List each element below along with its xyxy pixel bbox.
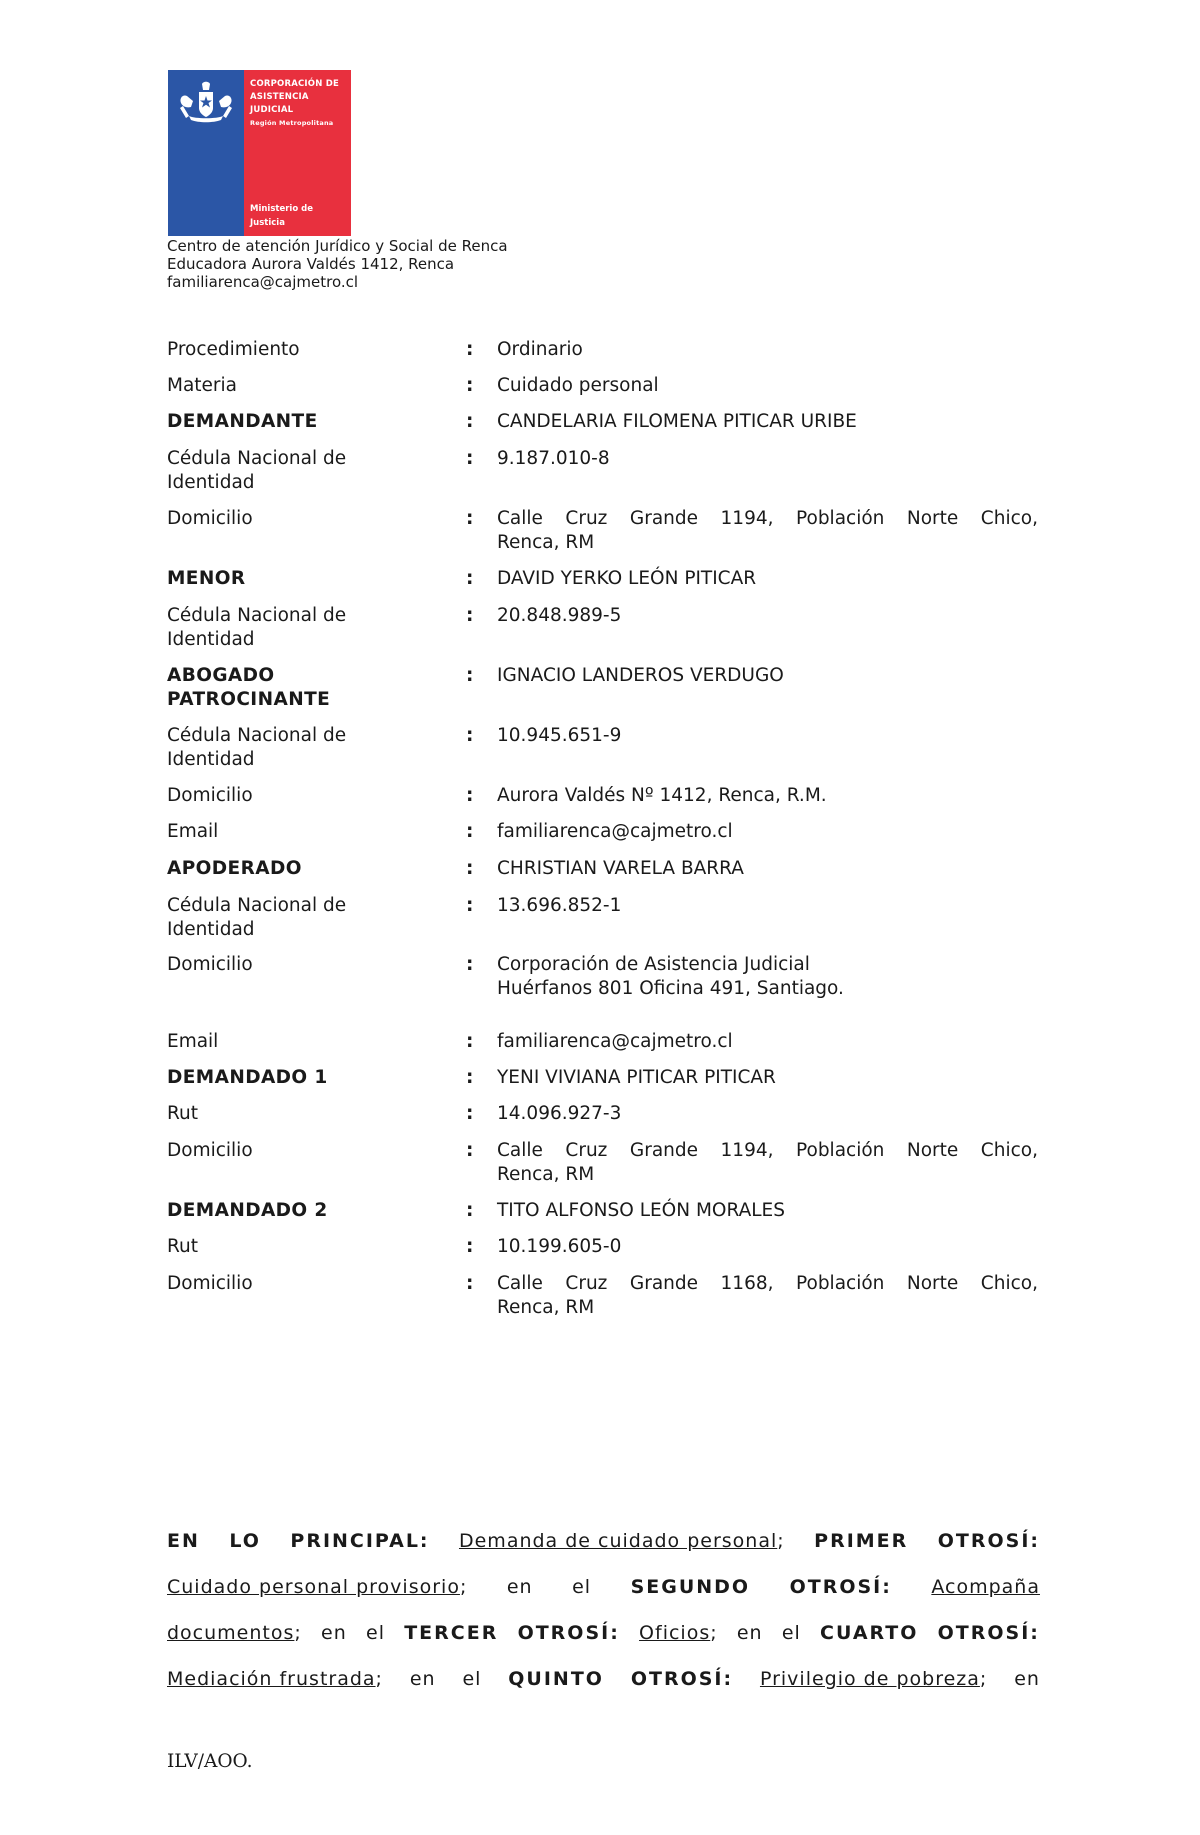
field-value-word: Grande bbox=[629, 1273, 699, 1294]
field-label bbox=[167, 338, 477, 362]
office-name: Centro de atención Jurídico y Social de Renca bbox=[167, 237, 508, 255]
field-label bbox=[167, 1272, 477, 1296]
field-value bbox=[497, 784, 1038, 808]
field-value-word: Calle bbox=[497, 1140, 543, 1161]
field-value bbox=[497, 1139, 1038, 1187]
field-label-line: Identidad bbox=[167, 749, 255, 770]
field-separator: : bbox=[466, 858, 474, 879]
field-value-line: YENI VIVIANA PITICAR PITICAR bbox=[497, 1067, 776, 1088]
summary-token-group bbox=[639, 1610, 718, 1656]
summary-text: el bbox=[366, 1622, 385, 1644]
field-value bbox=[497, 724, 1038, 748]
field-value bbox=[497, 953, 1038, 1001]
summary-heading: OTROSÍ: bbox=[937, 1530, 1040, 1552]
office-email: familiarenca@cajmetro.cl bbox=[167, 273, 359, 291]
field-value bbox=[497, 410, 1038, 434]
summary-token-group bbox=[631, 1564, 751, 1610]
summary-token-group bbox=[507, 1564, 533, 1610]
field-value-word: Grande bbox=[629, 1140, 699, 1161]
field-label-line: ABOGADO bbox=[167, 665, 275, 686]
summary-token-group bbox=[518, 1610, 620, 1656]
field-label-line: Domicilio bbox=[167, 954, 253, 975]
field-label bbox=[167, 1235, 477, 1259]
field-value-line: CHRISTIAN VARELA BARRA bbox=[497, 858, 744, 879]
summary-heading: PRINCIPAL: bbox=[290, 1530, 430, 1552]
summary-heading: QUINTO bbox=[508, 1668, 604, 1690]
field-value bbox=[497, 567, 1038, 591]
logo-organization-name bbox=[250, 78, 339, 130]
field-label-line: DEMANDANTE bbox=[167, 411, 318, 432]
field-value bbox=[497, 1102, 1038, 1126]
field-value-line: CANDELARIA FILOMENA PITICAR URIBE bbox=[497, 411, 857, 432]
summary-heading: EN bbox=[167, 1530, 200, 1552]
field-value-line: 13.696.852-1 bbox=[497, 895, 622, 916]
field-value bbox=[497, 857, 1038, 881]
logo-ministry-line: Justicia bbox=[250, 218, 285, 228]
summary-line bbox=[167, 1610, 1040, 1656]
field-label-line: APODERADO bbox=[167, 858, 302, 879]
field-value-word: Cruz bbox=[565, 1273, 608, 1294]
field-value-word: 1194, bbox=[720, 1140, 774, 1161]
field-label bbox=[167, 567, 477, 591]
summary-item-title: Cuidado personal provisorio bbox=[167, 1576, 460, 1598]
field-label-line: Email bbox=[167, 1031, 219, 1052]
field-label-line: Materia bbox=[167, 375, 238, 396]
summary-token-group bbox=[321, 1610, 347, 1656]
field-separator: : bbox=[466, 1140, 474, 1161]
summary-heading: OTROSÍ: bbox=[789, 1576, 892, 1598]
field-label bbox=[167, 1139, 477, 1163]
summary-text: ; bbox=[777, 1530, 785, 1552]
field-value-line: 10.945.651-9 bbox=[497, 725, 622, 746]
field-value-line: 10.199.605-0 bbox=[497, 1236, 622, 1257]
field-value-line: familiarenca@cajmetro.cl bbox=[497, 821, 733, 842]
field-value-word: Población bbox=[796, 1273, 885, 1294]
field-label-line: DEMANDADO 2 bbox=[167, 1200, 328, 1221]
summary-token-group bbox=[790, 1564, 892, 1610]
field-value-line: 20.848.989-5 bbox=[497, 605, 622, 626]
field-value-word: Norte bbox=[906, 1140, 959, 1161]
field-value-word: 1168, bbox=[720, 1273, 774, 1294]
field-label bbox=[167, 1066, 477, 1090]
field-value bbox=[497, 1066, 1038, 1090]
field-value-word: Norte bbox=[906, 1273, 959, 1294]
summary-token-group bbox=[167, 1610, 302, 1656]
field-separator: : bbox=[466, 568, 474, 589]
field-value bbox=[497, 1235, 1038, 1259]
field-label bbox=[167, 604, 477, 652]
summary-token-group bbox=[1014, 1656, 1040, 1702]
field-label bbox=[167, 507, 477, 531]
field-label-line: DEMANDADO 1 bbox=[167, 1067, 328, 1088]
logo-red-panel bbox=[244, 70, 351, 236]
field-label-line: Rut bbox=[167, 1236, 199, 1257]
field-separator: : bbox=[466, 508, 474, 529]
field-label bbox=[167, 664, 477, 712]
field-label bbox=[167, 724, 477, 772]
field-value-line: 14.096.927-3 bbox=[497, 1103, 622, 1124]
logo-region: Región Metropolitana bbox=[250, 119, 334, 127]
field-separator: : bbox=[466, 605, 474, 626]
field-label bbox=[167, 857, 477, 881]
summary-token-group bbox=[820, 1610, 918, 1656]
summary-text: ; bbox=[375, 1668, 383, 1690]
field-separator: : bbox=[466, 1236, 474, 1257]
field-label-line: Domicilio bbox=[167, 1273, 253, 1294]
summary-token-group bbox=[760, 1656, 987, 1702]
field-label-line: Identidad bbox=[167, 919, 255, 940]
author-initials: ILV/AOO. bbox=[167, 1751, 253, 1772]
field-value bbox=[497, 1199, 1038, 1223]
field-value-line: Cuidado personal bbox=[497, 375, 659, 396]
field-value-word: Población bbox=[796, 1140, 885, 1161]
summary-token-group bbox=[404, 1610, 498, 1656]
field-label-line: Domicilio bbox=[167, 785, 253, 806]
summary-token-group bbox=[366, 1610, 385, 1656]
field-value-justified-line bbox=[497, 1139, 1038, 1163]
field-value bbox=[497, 604, 1038, 628]
summary-heading: OTROSÍ: bbox=[630, 1668, 734, 1690]
field-value-word: Chico, bbox=[980, 1273, 1038, 1294]
field-separator: : bbox=[466, 1200, 474, 1221]
summary-text: el bbox=[462, 1668, 482, 1690]
field-value-word: Chico, bbox=[980, 508, 1038, 529]
office-address: Educadora Aurora Valdés 1412, Renca bbox=[167, 255, 455, 273]
summary-heading: CUARTO bbox=[820, 1622, 919, 1644]
logo-org-line: CORPORACIÓN DE bbox=[250, 79, 339, 89]
summary-token-group bbox=[931, 1564, 1040, 1610]
field-value-line: Ordinario bbox=[497, 339, 583, 360]
summary-text: el bbox=[572, 1576, 592, 1598]
logo-org-line: ASISTENCIA bbox=[250, 92, 309, 102]
field-value-line: TITO ALFONSO LEÓN MORALES bbox=[497, 1200, 785, 1221]
summary-token-group bbox=[737, 1610, 763, 1656]
field-value-word: Grande bbox=[629, 508, 699, 529]
summary-token-group bbox=[167, 1518, 200, 1564]
field-value-word: Calle bbox=[497, 1273, 543, 1294]
summary-token-group bbox=[631, 1656, 733, 1702]
summary-line bbox=[167, 1564, 1040, 1610]
field-value-line: Corporación de Asistencia Judicial bbox=[497, 954, 810, 975]
field-label-line: MENOR bbox=[167, 568, 246, 589]
field-value bbox=[497, 1030, 1038, 1054]
summary-heading: PRIMER bbox=[814, 1530, 909, 1552]
summary-token-group bbox=[410, 1656, 436, 1702]
summary-item-title: Mediación frustrada bbox=[167, 1668, 376, 1690]
field-separator: : bbox=[466, 954, 474, 975]
field-label bbox=[167, 784, 477, 808]
field-label-line: PATROCINANTE bbox=[167, 689, 331, 710]
field-value-justified-line bbox=[497, 507, 1038, 531]
summary-item-title: Acompaña bbox=[931, 1576, 1040, 1598]
logo-blue-panel bbox=[168, 70, 244, 236]
institution-logo bbox=[168, 70, 351, 236]
summary-token-group bbox=[938, 1610, 1040, 1656]
summary-text: el bbox=[781, 1622, 801, 1644]
field-value bbox=[497, 1272, 1038, 1320]
field-separator: : bbox=[466, 1031, 474, 1052]
summary-token-group bbox=[290, 1518, 429, 1564]
summary-token-group bbox=[938, 1518, 1040, 1564]
summary-text: ; bbox=[979, 1668, 988, 1690]
summary-token-group bbox=[462, 1656, 481, 1702]
field-separator: : bbox=[466, 665, 474, 686]
field-value bbox=[497, 664, 1038, 688]
field-value-word: Calle bbox=[497, 508, 543, 529]
field-value bbox=[497, 820, 1038, 844]
field-label-line: Domicilio bbox=[167, 1140, 253, 1161]
summary-heading: OTROSÍ: bbox=[517, 1622, 620, 1644]
summary-token-group bbox=[814, 1518, 908, 1564]
field-separator: : bbox=[466, 895, 474, 916]
field-label-line: Email bbox=[167, 821, 219, 842]
field-label-line: Cédula Nacional de bbox=[167, 605, 347, 626]
field-separator: : bbox=[466, 339, 474, 360]
field-separator: : bbox=[466, 448, 474, 469]
summary-text: ; bbox=[294, 1622, 302, 1644]
field-label-line: Domicilio bbox=[167, 508, 253, 529]
field-label bbox=[167, 953, 477, 977]
summary-text: en bbox=[506, 1576, 533, 1598]
summary-text: en bbox=[736, 1622, 763, 1644]
field-value-line: Huérfanos 801 Oficina 491, Santiago. bbox=[497, 978, 844, 999]
field-value bbox=[497, 374, 1038, 398]
field-separator: : bbox=[466, 1103, 474, 1124]
field-value-line: familiarenca@cajmetro.cl bbox=[497, 1031, 733, 1052]
summary-token-group bbox=[782, 1610, 801, 1656]
field-label bbox=[167, 447, 477, 495]
summary-item-title: documentos bbox=[167, 1622, 295, 1644]
logo-org-line: JUDICIAL bbox=[250, 105, 294, 115]
field-value-line: DAVID YERKO LEÓN PITICAR bbox=[497, 568, 757, 589]
summary-token-group bbox=[229, 1518, 261, 1564]
logo-ministry-line: Ministerio de bbox=[250, 204, 313, 214]
field-label bbox=[167, 374, 477, 398]
field-label-line: Rut bbox=[167, 1103, 199, 1124]
field-label-line: Cédula Nacional de bbox=[167, 895, 347, 916]
summary-heading: SEGUNDO bbox=[630, 1576, 751, 1598]
field-separator: : bbox=[466, 1273, 474, 1294]
summary-heading: OTROSÍ: bbox=[937, 1622, 1040, 1644]
field-value-word: Población bbox=[796, 508, 885, 529]
summary-item-title: Privilegio de pobreza bbox=[759, 1668, 980, 1690]
field-value-word: Norte bbox=[906, 508, 959, 529]
field-value-line: Aurora Valdés Nº 1412, Renca, R.M. bbox=[497, 785, 827, 806]
petition-summary bbox=[167, 1518, 1040, 1702]
field-separator: : bbox=[466, 821, 474, 842]
summary-text: en bbox=[1014, 1668, 1040, 1690]
field-value-line: Renca, RM bbox=[497, 532, 595, 553]
summary-line bbox=[167, 1518, 1040, 1564]
field-separator: : bbox=[466, 1067, 474, 1088]
field-label-line: Cédula Nacional de bbox=[167, 448, 347, 469]
summary-text: ; bbox=[459, 1576, 468, 1598]
logo-ministry-name bbox=[250, 202, 313, 230]
field-label-line: Identidad bbox=[167, 629, 255, 650]
field-label bbox=[167, 1102, 477, 1126]
field-separator: : bbox=[466, 375, 474, 396]
summary-token-group bbox=[167, 1656, 383, 1702]
field-value-justified-line bbox=[497, 1272, 1038, 1296]
field-label-line: Cédula Nacional de bbox=[167, 725, 347, 746]
summary-heading: TERCER bbox=[404, 1622, 499, 1644]
field-value-line: Renca, RM bbox=[497, 1297, 595, 1318]
summary-text: en bbox=[321, 1622, 347, 1644]
field-value-line: IGNACIO LANDEROS VERDUGO bbox=[497, 665, 784, 686]
summary-item-title: Oficios bbox=[639, 1622, 711, 1644]
summary-token-group bbox=[572, 1564, 591, 1610]
summary-line bbox=[167, 1656, 1040, 1702]
field-separator: : bbox=[466, 785, 474, 806]
field-value-word: Cruz bbox=[565, 1140, 608, 1161]
field-value bbox=[497, 447, 1038, 471]
coat-of-arms-icon bbox=[175, 80, 237, 124]
field-value-word: Chico, bbox=[980, 1140, 1038, 1161]
field-label-line: Procedimiento bbox=[167, 339, 300, 360]
field-label bbox=[167, 894, 477, 942]
field-value-line: Renca, RM bbox=[497, 1164, 595, 1185]
field-value-line: 9.187.010-8 bbox=[497, 448, 610, 469]
field-label bbox=[167, 1030, 477, 1054]
summary-text: ; bbox=[710, 1622, 718, 1644]
field-separator: : bbox=[466, 725, 474, 746]
summary-token-group bbox=[167, 1564, 467, 1610]
field-value-word: 1194, bbox=[720, 508, 774, 529]
field-label bbox=[167, 820, 477, 844]
summary-text: en bbox=[409, 1668, 436, 1690]
field-label bbox=[167, 410, 477, 434]
field-value-word: Cruz bbox=[565, 508, 608, 529]
field-label bbox=[167, 1199, 477, 1223]
summary-token-group bbox=[459, 1518, 785, 1564]
summary-item-title: Demanda de cuidado personal bbox=[458, 1530, 778, 1552]
field-value bbox=[497, 338, 1038, 362]
summary-token-group bbox=[508, 1656, 604, 1702]
summary-heading: LO bbox=[229, 1530, 261, 1552]
field-value bbox=[497, 894, 1038, 918]
field-value bbox=[497, 507, 1038, 555]
field-label-line: Identidad bbox=[167, 472, 255, 493]
field-separator: : bbox=[466, 411, 474, 432]
office-header bbox=[167, 237, 508, 291]
